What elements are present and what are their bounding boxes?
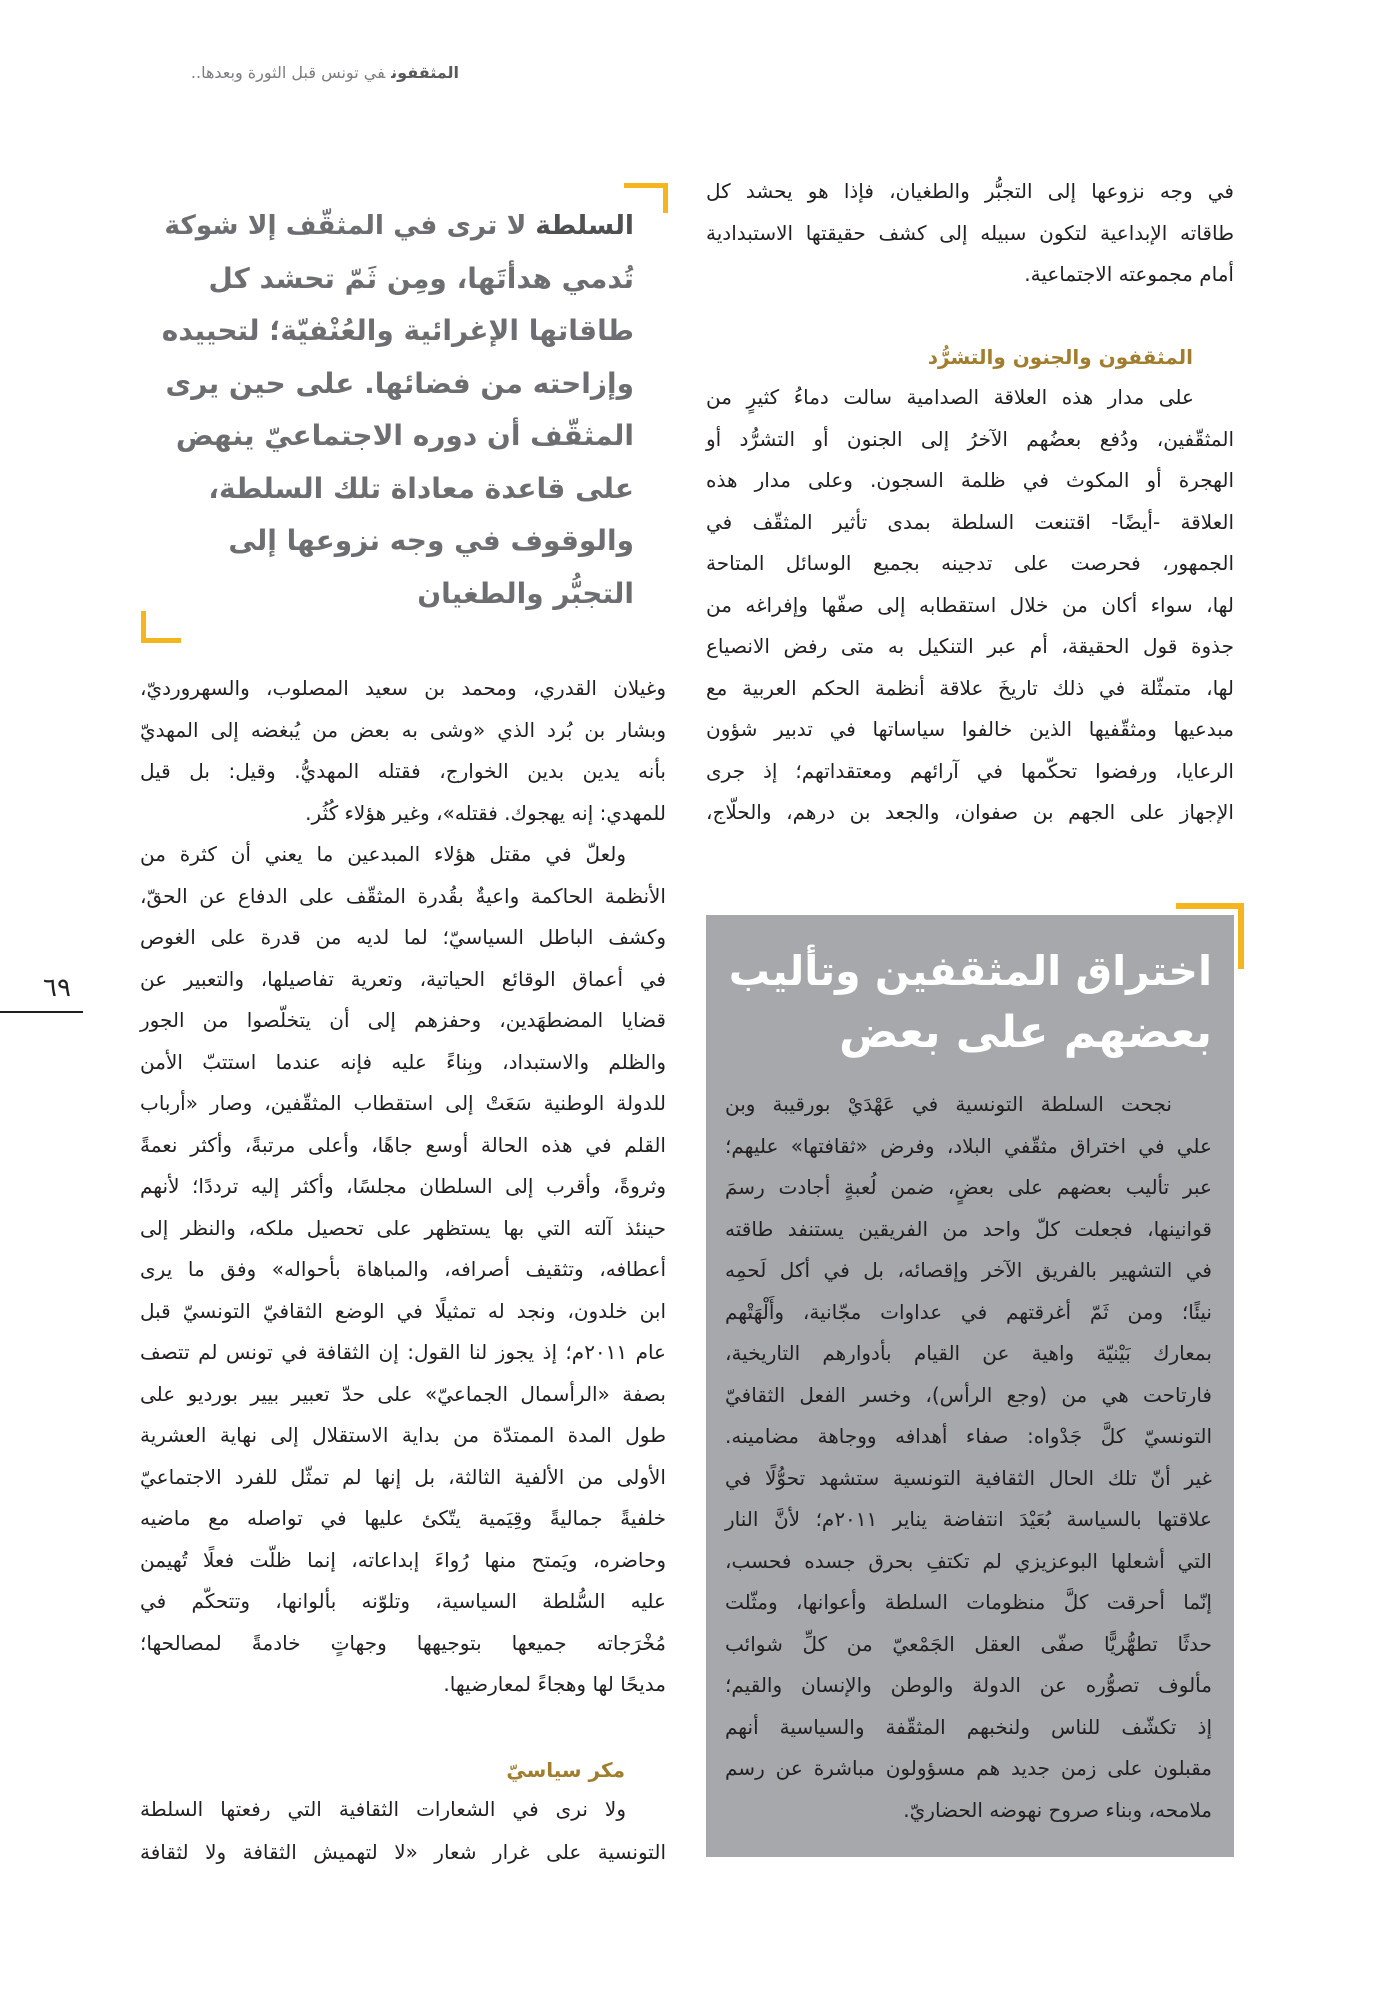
left-body-line: وغيلان القدري، ومحمد بن سعيد المصلوب، والسهرورديّ، <box>140 676 666 700</box>
pull-quote <box>160 200 634 620</box>
pull-quote-line: طاقاتها الإغرائية والعُنْفيّة؛ لتحييده <box>161 314 634 347</box>
right-intro-line: أمام مجموعته الاجتماعية. <box>1024 262 1234 286</box>
right-body-line: الهجرة أو المكوث في ظلمة السجون. وعلى مدار هذه <box>706 468 1234 492</box>
box-body-line: نجحت السلطة التونسية في عَهْدَيْ بورقيبة وبن <box>725 1092 1172 1116</box>
pull-quote-line: وإزاحته من فضائها. على حين يرى <box>165 366 634 400</box>
right-body-line: الإجهاز على الجهم بن صفوان، والجعد بن درهم، والحلّاج، <box>706 800 1234 824</box>
left-body-line: أعطافه، وتثقيف أصرافه، والمباهاة بأحواله» وفق ما يرى <box>140 1257 666 1281</box>
page-number-rule <box>0 1011 83 1013</box>
page-number: ٦٩ <box>43 973 71 1003</box>
right-body-line: الرعايا، ورفضوا تحكّمها في آرائهم ومعتقداتهم؛ إذ جرى <box>706 758 1234 783</box>
box-body-line: علي في اختراق مثقّفي البلاد، وفرض «ثقافتها» عليهم؛ <box>725 1133 1212 1158</box>
left-body-line: والظلم والاستبداد، وبِناءً عليه فإنه عندما استتبّ الأمن <box>140 1049 666 1074</box>
left-body-line: مديحًا لها وهجاءً لمعارضيها. <box>443 1672 666 1696</box>
left-body-line: وحاضره، ويَمتح منها رُواءَ إبداعاته، إنما ظلّت فعلًا تُهيمن <box>140 1547 666 1572</box>
box-body-line: نيئًا؛ ومن ثَمّ أغرقتهم في عداوات مجّانية، وأَلْهَتْهم <box>725 1299 1212 1324</box>
corner-bracket-box-horizontal <box>1176 903 1244 909</box>
left-continued-line: التونسية على غرار شعار «لا لتهميش الثقافة ولا لثقافة <box>140 1840 666 1864</box>
section-heading: المثقفون والجنون والتشرُّد <box>927 345 1193 369</box>
box-body-line: غير أنّ تلك الحال الثقافية التونسية ستشهد تحوُّلًا في <box>725 1465 1212 1490</box>
section-heading: مكر سياسيّ <box>506 1758 625 1782</box>
left-body-line: قضايا المضطهَدين، وحفزهم إلى أن يتخلّصوا من الجور <box>140 1008 666 1032</box>
right-column-intro <box>706 171 1234 296</box>
right-body-line: جذوة قول الحقيقة، أم عبر التنكيل به متى رفض الانصياع <box>706 634 1234 658</box>
corner-bracket-quote-top-vertical <box>663 183 668 213</box>
running-header <box>191 62 459 84</box>
right-body-line: مبدعيها ومثقّفيها الذين خالفوا سياساتها في تدبير شؤون <box>706 717 1234 741</box>
box-body-line: فارتاحت هي من (وجع الرأس)، وخسر الفعل الثقافيّ <box>725 1382 1212 1407</box>
left-body-line: للدولة الوطنية سَعَتْ إلى استقطاب المثقّفين، وصار «أرباب <box>140 1091 666 1115</box>
sidebar-box-body <box>725 1084 1212 1831</box>
sidebar-box <box>706 915 1234 1857</box>
box-title-line: بعضهم على بعض <box>839 1007 1212 1058</box>
left-body-line: وثروةً، وأقرب إلى السلطان مجلسًا، وأكثر إليه ترددًا؛ لأنهم <box>140 1174 666 1198</box>
left-body-line: وبشار بن بُرد الذي «وشى به بعض من يُبغضه إلى المهديّ <box>140 717 666 742</box>
pull-quote-lead: السلطة <box>535 210 634 241</box>
running-header-title: في تونس قبل الثورة وبعدها.. <box>190 63 386 82</box>
left-body-line: ولعلّ في مقتل هؤلاء المبدعين ما يعني أن كثرة من <box>140 842 626 866</box>
box-body-line: بمعارك بَيْنيّة واهية عن القيام بأدوارهم التاريخية، <box>725 1341 1212 1365</box>
sidebar-box-title <box>725 941 1212 1063</box>
pull-quote-line: على قاعدة معاداة تلك السلطة، <box>208 471 634 505</box>
pull-quote-line: المثقّف أن دوره الاجتماعيّ ينهض <box>175 419 634 452</box>
right-body-line: العلاقة -أيضًا- اقتنعت السلطة بمدى تأثير المثقّف في <box>706 509 1234 534</box>
box-body-line: حدثًا تطهُّريًّا صفّى العقل الجَمْعيّ من كلِّ شوائب <box>725 1631 1212 1656</box>
left-column-body <box>140 668 666 1706</box>
box-body-line: إنّما أحرقت كلَّ منظومات السلطة وأعوانها، ومثّلت <box>725 1590 1212 1614</box>
right-body-line: المثقّفين، ودُفع بعضُهم الآخرُ إلى الجنون أو التشرُّد أو <box>706 426 1234 451</box>
left-continued-line: ولا نرى في الشعارات الثقافية التي رفعتها السلطة <box>140 1797 626 1821</box>
pull-quote-first-line: لا ترى في المثقّف إلا شوكة <box>164 210 527 241</box>
left-body-line: بأنه يدين بدين الخوارج، فقتله المهديُّ. وقيل: بل قيل <box>140 759 666 783</box>
left-body-line: وكشف الباطل السياسيّ؛ لما لديه من قدرة على الغوص <box>140 925 666 949</box>
right-intro-line: طاقاته الإبداعية لتكون سبيله إلى كشف حقيقتها الاستبدادية <box>706 220 1234 245</box>
box-body-line: إذ تكشّف للناس ولنخبهم المثقّفة والسياسية أنهم <box>725 1714 1212 1739</box>
right-intro-line: في وجه نزوعها إلى التجبُّر والطغيان، فإذا هو يحشد كل <box>706 179 1234 203</box>
running-header-section: المثقفون <box>391 63 459 82</box>
pull-quote-line: والوقوف في وجه نزوعها إلى <box>228 524 634 557</box>
left-column-continued <box>140 1788 666 1874</box>
box-body-line: قوانينها، فجعلت كلّ واحد من الفريقين يستنفد طاقته <box>725 1216 1212 1241</box>
pull-quote-line: تُدمي هدأتَها، ومِن ثَمّ تحشد كل <box>208 261 634 295</box>
box-body-line: مألوف تصوُّره عن الدولة والوطن والإنسان والقيم؛ <box>725 1673 1212 1697</box>
left-body-line: القلم في هذه الحالة أوسع جاهًا، وأعلى مرتبةً، وأكثر نعمةً <box>140 1132 666 1157</box>
right-body-line: لها، متمثّلة في ذلك تاريخَ علاقة أنظمة الحكم العربية مع <box>706 675 1234 700</box>
left-body-line: عليه السُّلطة السياسية، وتلوّنه بألوانها، وتتحكّم في <box>140 1589 666 1613</box>
right-body-line: الجمهور، فحرصت على تدجينه بجميع الوسائل المتاحة <box>706 551 1234 575</box>
left-body-line: الأولى من الألفية الثالثة، بل إنها لم تمثّل للفرد الاجتماعيّ <box>140 1464 666 1489</box>
box-title-line: اختراق المثقفين وتأليب <box>728 947 1212 995</box>
left-body-line: عام ٢٠١١م؛ إذ يجوز لنا القول: إن الثقافة في تونس لم تتصف <box>140 1340 666 1364</box>
box-body-line: في التشهير بالفريق الآخر وإقصائه، بل في أكل لَحمِه <box>725 1258 1212 1282</box>
left-body-line: ابن خلدون، ونجد له تمثيلًا في الوضع الثقافيّ التونسيّ قبل <box>140 1298 666 1323</box>
pull-quote-line <box>160 200 634 253</box>
right-body-line: لها، سواء أكان من خلال استقطابه إلى صفّها وإفراغه من <box>706 592 1234 617</box>
left-body-line: في أعماق الوقائع الحياتية، وتعرية تفاصيلها، والتعبير عن <box>140 966 666 991</box>
left-body-line: خلفيةً جماليةً وقِيَمية يتّكئ عليها في تواصله مع ماضيه <box>140 1506 666 1530</box>
left-body-line: الأنظمة الحاكمة واعيةٌ بقُدرة المثقّف على الدفاع عن الحقّ، <box>140 883 666 908</box>
box-body-line: عبر تأليب بعضهم على بعضٍ، ضمن لُعبةٍ أجادت رسمَ <box>725 1175 1212 1199</box>
left-body-line: حينئذ آلته التي بها يستظهر على تحصيل ملكه، والنظر إلى <box>140 1215 666 1240</box>
corner-bracket-quote-bottom-horizontal <box>141 638 181 643</box>
left-body-line: للمهدي: إنه يهجوك. فقتله»، وغير هؤلاء كُثُر. <box>305 800 666 825</box>
corner-bracket-quote-top-horizontal <box>624 183 668 188</box>
left-body-line: بصفة «الرأسمال الجماعيّ» على حدّ تعبير بيير بورديو على <box>140 1381 666 1406</box>
right-body-line: على مدار هذه العلاقة الصدامية سالت دماءُ كثيرٍ من <box>706 385 1194 409</box>
left-body-line: طول المدة الممتدّة من بداية الاستقلال إلى نهاية العشرية <box>140 1423 666 1447</box>
box-body-line: التي أشعلها البوعزيزي لم تكتفِ بحرق جسده فحسب، <box>725 1548 1212 1573</box>
box-body-line: التونسيّ كلَّ جَدْواه: صفاء أهدافه ووجاهة مضامينه. <box>725 1424 1212 1448</box>
box-body-line: ملامحه، وبناء صروح نهوضه الحضاريّ. <box>903 1797 1212 1822</box>
right-column-body <box>706 377 1234 834</box>
box-body-line: علاقتها بالسياسة بُعَيْدَ انتفاضة يناير ٢٠١١م؛ لأنَّ النار <box>725 1507 1212 1531</box>
pull-quote-line: التجبُّر والطغيان <box>417 576 634 610</box>
left-body-line: مُخْرَجاته جميعها بتوجيهها وجهاتٍ خادمةً لمصالحها؛ <box>140 1630 666 1655</box>
box-body-line: مقبلون على زمن جديد هم مسؤولون مباشرة عن رسم <box>725 1756 1212 1780</box>
corner-bracket-box-vertical <box>1238 903 1244 969</box>
